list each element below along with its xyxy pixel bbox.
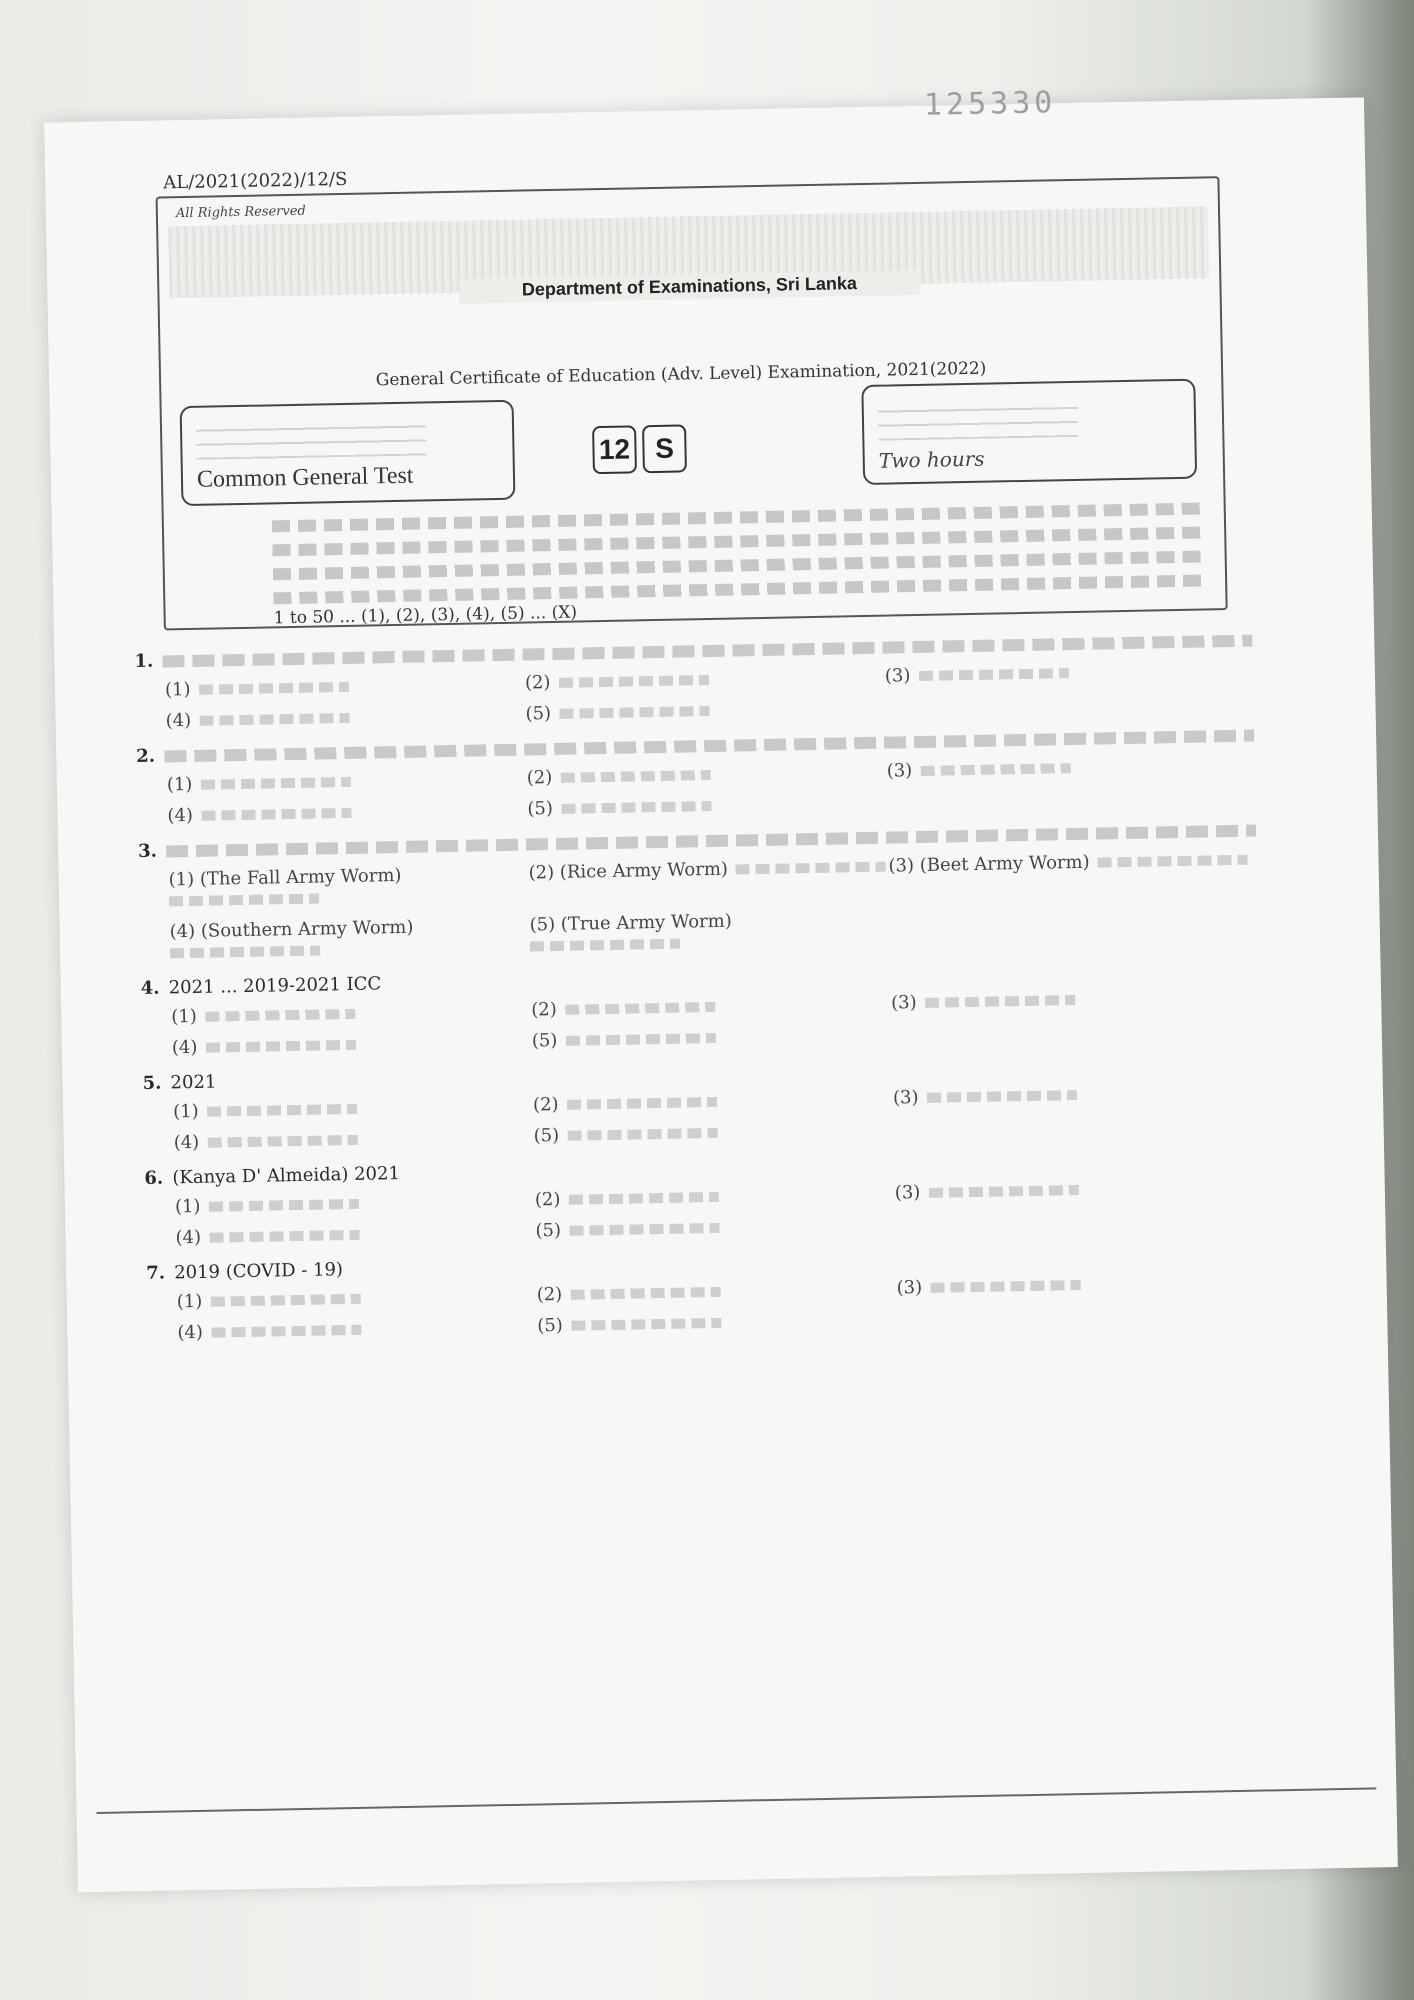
- question-number: 2.: [136, 745, 156, 768]
- option-label: (3): [890, 992, 917, 1014]
- department-name: Department of Examinations, Sri Lanka: [459, 270, 919, 304]
- options: [171, 985, 1282, 1058]
- option-label: (4): [173, 1131, 200, 1154]
- option: [885, 659, 1245, 687]
- option: [167, 768, 527, 796]
- question-number: 5.: [142, 1072, 162, 1094]
- option-native-text: [208, 1199, 358, 1212]
- option-label: (2): [526, 767, 553, 789]
- option-native-text: [1098, 855, 1248, 868]
- option: [891, 986, 1251, 1014]
- option-native-text: [925, 995, 1075, 1008]
- options: [168, 848, 1280, 963]
- option: [529, 908, 890, 957]
- option-native-text: [928, 1185, 1078, 1198]
- option: [525, 697, 885, 725]
- option: [533, 1119, 893, 1147]
- question-1: [134, 629, 1275, 732]
- option-native-text: [920, 763, 1070, 776]
- option-label: (5) (True Army Worm): [529, 910, 732, 936]
- option-label: (2): [532, 1093, 559, 1116]
- option-native-text: [210, 1294, 360, 1307]
- question-stem-visible-text: (Kanya D' Almeida) 2021: [172, 1163, 401, 1189]
- option: [531, 993, 891, 1021]
- option-native-text: [207, 1104, 357, 1117]
- option-label: (1): [166, 773, 193, 796]
- option: [165, 673, 525, 701]
- question-list: [134, 629, 1287, 1358]
- instruction-answer-range: 1 to 50 ... (1), (2), (3), (4), (5) ... (X): [273, 602, 578, 629]
- question-7: [146, 1241, 1287, 1344]
- option-native-text: [565, 1002, 715, 1015]
- option-native-text: [569, 1223, 719, 1236]
- option-label: (2) (Rice Army Worm): [528, 858, 729, 884]
- option-native-text: [560, 770, 710, 783]
- option-label: (1): [172, 1100, 199, 1123]
- option-label: (5): [527, 798, 554, 820]
- option: [896, 1271, 1256, 1299]
- option: [533, 1088, 893, 1116]
- option: [173, 1094, 533, 1122]
- option: [177, 1284, 537, 1312]
- option-label: (2): [531, 998, 557, 1021]
- option: [888, 849, 1249, 898]
- option-label: (5): [531, 1029, 558, 1052]
- option: [169, 914, 530, 963]
- option: [887, 754, 1247, 782]
- rights-text: All Rights Reserved: [175, 203, 306, 222]
- question-number: 6.: [144, 1167, 164, 1189]
- question-stem-visible-text: 2021: [170, 1071, 217, 1094]
- option-native-text: [559, 706, 709, 719]
- option: [175, 1220, 535, 1248]
- option: [171, 999, 531, 1027]
- paper-number-digit: 12: [592, 425, 637, 474]
- option-native-text: [561, 801, 711, 814]
- option: [172, 1030, 532, 1058]
- option: [527, 761, 887, 789]
- option: [174, 1125, 534, 1153]
- instruction-line: [272, 527, 1202, 557]
- option-native-text: [207, 1135, 357, 1148]
- option: [537, 1278, 897, 1306]
- option: [535, 1183, 895, 1211]
- option-native-text: [566, 1097, 716, 1110]
- option-label: (4): [165, 709, 192, 732]
- question-3: [138, 819, 1280, 964]
- subject-english: Common General Test: [196, 462, 414, 493]
- paper-number: [592, 424, 687, 474]
- option-native-text: [209, 1230, 359, 1243]
- option-native-text: [558, 675, 708, 688]
- option-label: (4): [171, 1036, 198, 1059]
- question-2: [136, 724, 1277, 827]
- option: [175, 1189, 535, 1217]
- option-native-text: [926, 1090, 1076, 1103]
- option-label: (3): [892, 1087, 919, 1109]
- paper-code: AL/2021(2022)/12/S: [163, 168, 348, 194]
- option-label: (3) (Beet Army Worm): [888, 851, 1090, 877]
- subject-box: [180, 400, 516, 506]
- paper-number-letter: S: [642, 424, 687, 473]
- option: [527, 792, 887, 820]
- option-label: (1): [176, 1290, 203, 1313]
- option: [167, 799, 527, 827]
- option: [537, 1309, 897, 1337]
- option-native-text: [571, 1318, 721, 1331]
- option-label: (5): [525, 703, 552, 725]
- option-label: (3): [886, 760, 913, 782]
- options: [177, 1270, 1288, 1343]
- option-label: (5): [537, 1314, 564, 1337]
- question-6: [144, 1146, 1285, 1249]
- duration-native-text: [878, 397, 1079, 441]
- option: [893, 1081, 1253, 1109]
- exam-title-english: General Certificate of Education (Adv. Level) Examination, 2021(2022): [375, 358, 987, 391]
- option: [165, 704, 525, 732]
- header-frame: [156, 176, 1228, 630]
- option-label: (1): [164, 678, 191, 701]
- question-stem-visible-text: 2021 ... 2019-2021 ICC: [168, 973, 382, 999]
- option-native-text: [169, 894, 319, 907]
- options: [175, 1175, 1286, 1248]
- option-native-text: [198, 682, 348, 695]
- question-number: 7.: [146, 1262, 166, 1284]
- option-label: (4): [175, 1226, 202, 1249]
- option-label: (3): [896, 1277, 923, 1299]
- option-native-text: [736, 862, 886, 875]
- question-5: [142, 1051, 1283, 1154]
- option-native-text: [199, 713, 349, 726]
- instruction-line: [273, 575, 1203, 605]
- option-native-text: [568, 1192, 718, 1205]
- option-label: (1): [171, 1005, 198, 1028]
- option: [528, 856, 889, 905]
- option: [168, 863, 529, 912]
- options: [167, 753, 1278, 826]
- option-native-text: [570, 1287, 720, 1300]
- option-native-text: [170, 946, 320, 959]
- option-native-text: [205, 1009, 355, 1022]
- option-label: (2): [534, 1188, 561, 1211]
- footer-divider: [97, 1787, 1377, 1814]
- subject-native-text: [196, 415, 427, 459]
- option-label: (2): [536, 1283, 563, 1306]
- exam-paper: [44, 85, 1398, 1892]
- option-native-text: [530, 939, 680, 952]
- option-native-text: [211, 1325, 361, 1338]
- option-label: (4): [167, 804, 194, 827]
- instruction-line: [272, 503, 1202, 533]
- option: [177, 1315, 537, 1343]
- option-native-text: [200, 777, 350, 790]
- question-number: 3.: [137, 840, 158, 862]
- option-label: (5): [535, 1219, 562, 1242]
- option-label: (1): [174, 1195, 201, 1218]
- option-label: (1) (The Fall Army Worm): [168, 864, 402, 891]
- duration-english: Two hours: [878, 446, 985, 473]
- duration-box: [861, 379, 1197, 485]
- instruction-line: [273, 551, 1203, 581]
- option-label: (4) (Southern Army Worm): [169, 916, 414, 943]
- serial-number: 125330: [923, 85, 1057, 123]
- question-stem-visible-text: 2019 (COVID - 19): [174, 1259, 344, 1284]
- option-label: (5): [533, 1124, 560, 1147]
- option-label: (4): [177, 1321, 204, 1344]
- option: [525, 666, 885, 694]
- instructions: [182, 497, 1204, 629]
- question-4: [141, 956, 1282, 1059]
- option-native-text: [565, 1033, 715, 1046]
- option-label: (2): [524, 672, 551, 694]
- option-label: (3): [894, 1182, 921, 1204]
- question-number: 1.: [134, 650, 154, 673]
- option: [895, 1176, 1255, 1204]
- option-native-text: [567, 1128, 717, 1141]
- option-native-text: [918, 668, 1068, 681]
- option-label: (3): [884, 665, 911, 687]
- option-native-text: [205, 1040, 355, 1053]
- question-number: 4.: [140, 977, 160, 999]
- option: [532, 1024, 892, 1052]
- option-native-text: [201, 808, 351, 821]
- option-native-text: [930, 1280, 1080, 1293]
- options: [173, 1080, 1284, 1153]
- option: [535, 1214, 895, 1242]
- options: [165, 658, 1276, 731]
